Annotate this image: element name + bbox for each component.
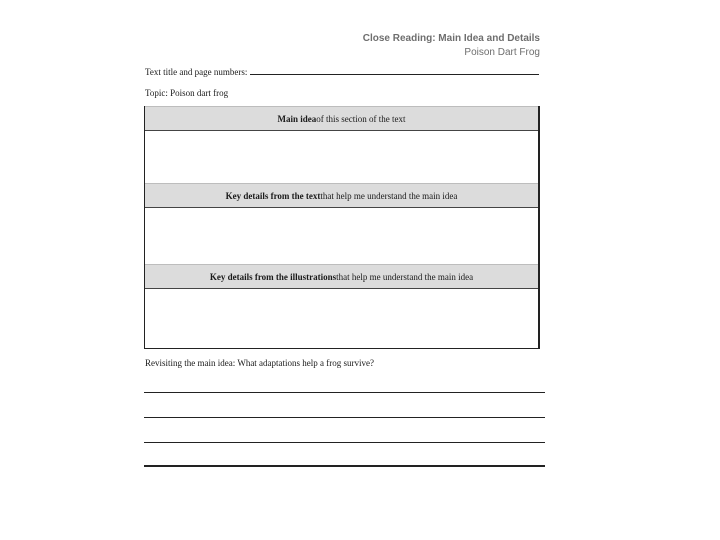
text-title-blank[interactable] (250, 74, 539, 75)
illustration-details-answer-box[interactable] (145, 288, 538, 348)
main-idea-header-rest: of this section of the text (316, 113, 406, 124)
text-details-header-bold: Key details from the text (225, 190, 321, 201)
main-idea-answer-box[interactable] (145, 130, 538, 183)
answer-line[interactable] (144, 392, 545, 393)
main-idea-header-bold: Main idea (277, 113, 317, 124)
text-details-header (145, 183, 538, 208)
text-title-field[interactable] (145, 67, 539, 77)
worksheet-title: Close Reading: Main Idea and Details (362, 33, 540, 44)
main-idea-details-table (144, 106, 540, 349)
illustration-details-header-rest: that help me understand the main idea (336, 271, 474, 282)
illustration-details-header-bold: Key details from the illustrations (209, 271, 337, 282)
text-details-header-rest: that help me understand the main idea (320, 190, 458, 201)
answer-line[interactable] (144, 465, 545, 467)
topic-line: Topic: Poison dart frog (145, 88, 229, 98)
answer-line[interactable] (144, 442, 545, 443)
illustration-details-header (145, 264, 538, 289)
text-details-answer-box[interactable] (145, 207, 538, 264)
revisit-question: Revisiting the main idea: What adaptations help a frog survive? (145, 358, 375, 368)
text-title-label: Text title and page numbers: (145, 67, 248, 77)
main-idea-header (145, 106, 538, 131)
worksheet-subtitle: Poison Dart Frog (464, 47, 540, 58)
answer-line[interactable] (144, 417, 545, 418)
